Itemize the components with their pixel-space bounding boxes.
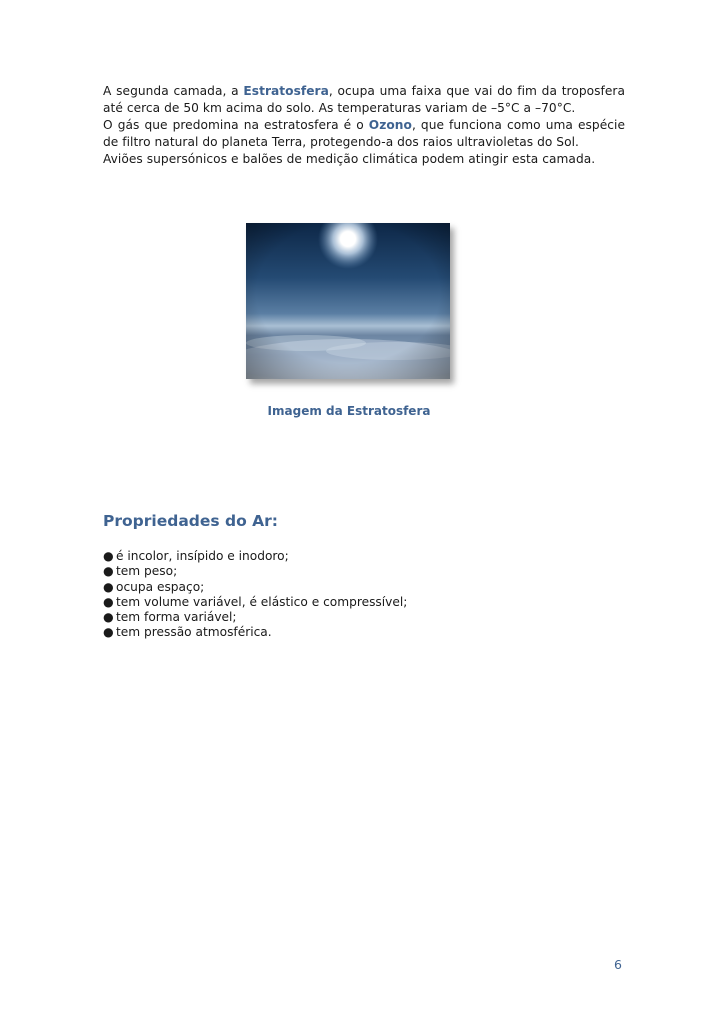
list-item-text: tem forma variável; bbox=[116, 610, 237, 625]
page-number: 6 bbox=[614, 957, 622, 972]
text-segment: , ocupa uma faixa que vai do fim da troposfera bbox=[328, 84, 625, 98]
list-item bbox=[103, 564, 407, 579]
list-item-text: é incolor, insípido e inodoro; bbox=[116, 549, 289, 563]
bullet-icon: ● bbox=[103, 579, 114, 594]
term-ozono: Ozono bbox=[368, 118, 412, 132]
section-heading: Propriedades do Ar: bbox=[103, 512, 278, 530]
text-segment: A segunda camada, a bbox=[103, 84, 244, 98]
text-segment: O gás que predomina na estratosfera é o bbox=[103, 118, 369, 132]
text-segment: , que funciona como uma espécie bbox=[411, 118, 625, 132]
bullet-icon: ● bbox=[103, 625, 114, 640]
figure-caption: Imagem da Estratosfera bbox=[267, 404, 431, 418]
bullet-icon: ● bbox=[103, 564, 114, 579]
bullet-icon: ● bbox=[103, 549, 114, 563]
list-item bbox=[103, 625, 407, 640]
paragraph-line: até cerca de 50 km acima do solo. As temperaturas variam de –5°C a –70°C. bbox=[103, 101, 576, 115]
paragraph-line: de filtro natural do planeta Terra, protegendo-a dos raios ultravioletas do Sol. bbox=[103, 135, 579, 149]
paragraph-line bbox=[103, 83, 625, 100]
list-item-text: ocupa espaço; bbox=[116, 579, 205, 594]
list-item bbox=[103, 595, 407, 610]
properties-list bbox=[103, 549, 407, 641]
term-estratosfera: Estratosfera bbox=[243, 84, 329, 98]
list-item bbox=[103, 549, 407, 564]
list-item-text: tem pressão atmosférica. bbox=[116, 625, 272, 640]
bullet-icon: ● bbox=[103, 610, 114, 625]
list-item bbox=[103, 610, 407, 625]
list-item bbox=[103, 580, 407, 595]
paragraph-line: Aviões supersónicos e balões de medição climática podem atingir esta camada. bbox=[103, 152, 596, 166]
paragraph-line bbox=[103, 117, 625, 134]
stratosphere-paragraph bbox=[103, 83, 625, 168]
list-item-text: tem peso; bbox=[116, 564, 178, 579]
list-item-text: tem volume variável, é elástico e compressível; bbox=[116, 594, 408, 609]
bullet-icon: ● bbox=[103, 594, 114, 609]
stratosphere-image bbox=[246, 223, 450, 379]
stratosphere-photo bbox=[246, 223, 450, 379]
